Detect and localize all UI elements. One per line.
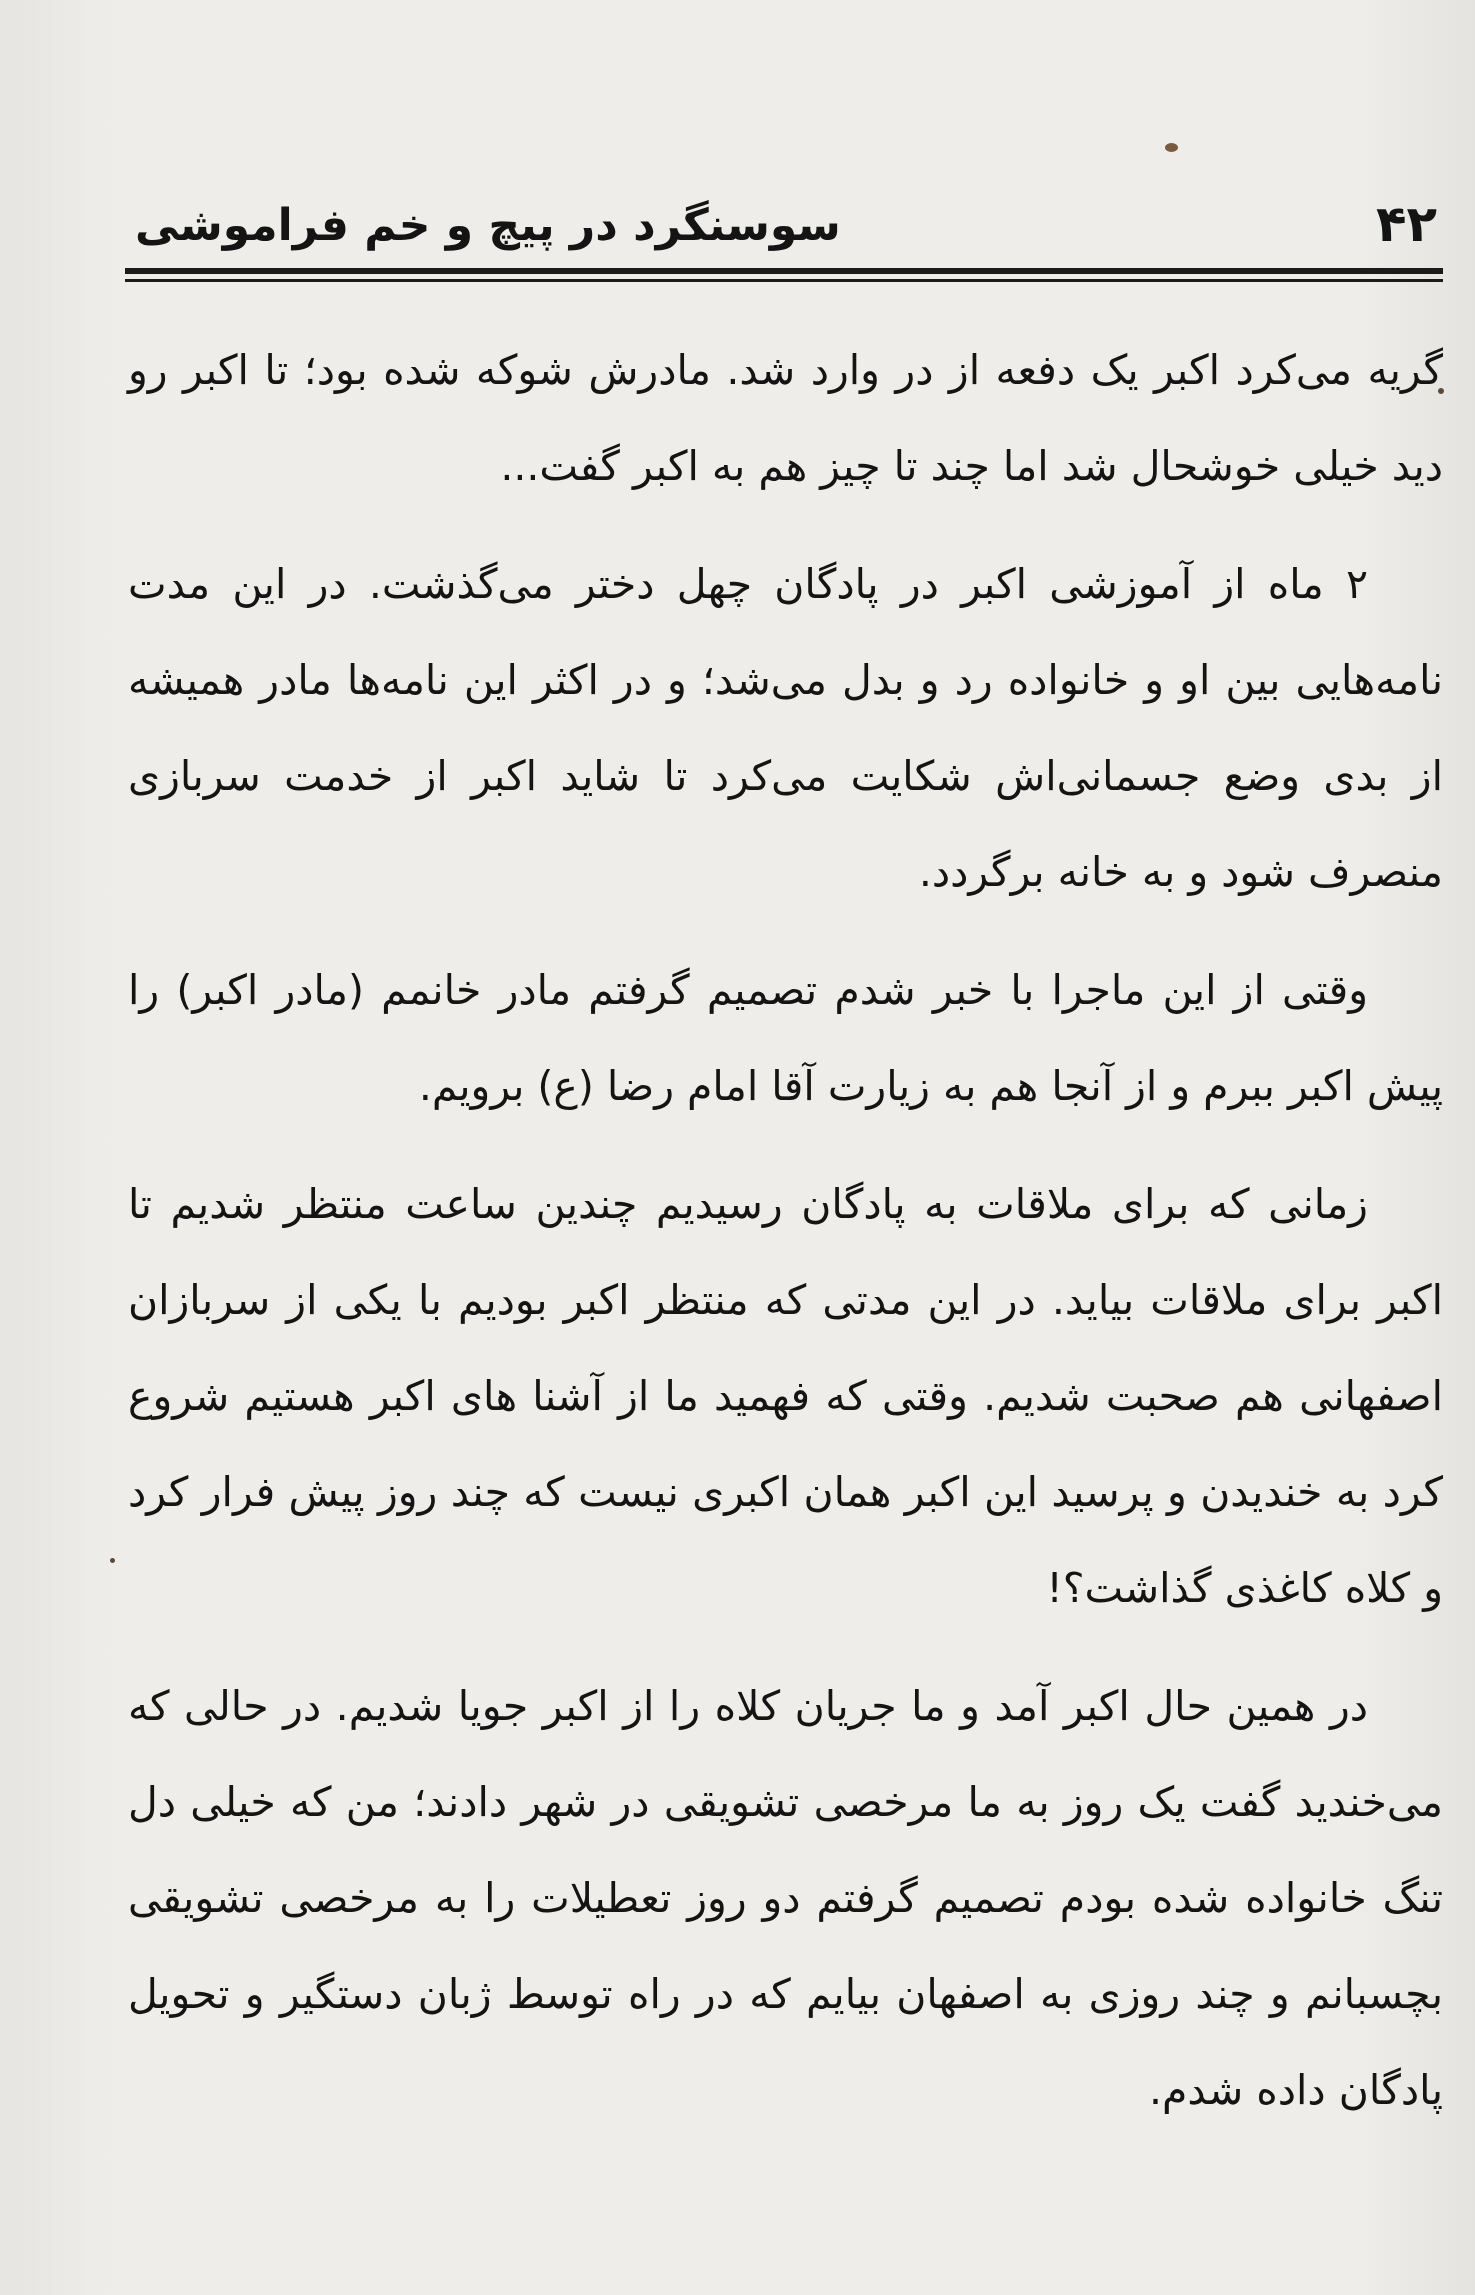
paper-speck — [1165, 143, 1178, 152]
paragraph: در همین حال اکبر آمد و ما جریان کلاه را از اکبر جویا شدیم. در حالی که می‌خندید گفت یک روز به ما مرخصی تشویقی در شهر دادند؛ من که خیلی دل تنگ خانواده شده بودم تصمیم گرفتم دو روز تعطیلات را به مرخصی تشویقی بچسبانم و چند روزی به اصفهان بیایم که در راه توسط ژبان دستگیر و تحویل پادگان داده شدم. — [128, 1682, 1443, 2114]
paragraph: زمانی که برای ملاقات به پادگان رسیدیم چندین ساعت منتظر شدیم تا اکبر برای ملاقات بیاید. در این مدتی که منتظر اکبر بودیم با یکی از سربازان اصفهانی هم صحبت شدیم. وقتی که فهمید ما از آشنا های اکبر هستیم شروع کرد به خندیدن و پرسید این اکبر همان اکبری نیست که چند روز پیش فرار کرد و کلاه کاغذی گذاشت؟! — [128, 1180, 1443, 1612]
header-rule-thick — [125, 268, 1443, 274]
running-head — [120, 190, 1445, 260]
page-number: ۴۲ — [1375, 195, 1437, 253]
body-text — [128, 322, 1443, 2160]
paragraph: وقتی از این ماجرا با خبر شدم تصمیم گرفتم مادر خانمم (مادر اکبر) را پیش اکبر ببرم و از آنجا هم به زیارت آقا امام رضا (ع) برویم. — [128, 966, 1443, 1110]
paragraph: ۲ ماه از آموزشی اکبر در پادگان چهل دختر می‌گذشت. در این مدت نامه‌هایی بین او و خانواده رد و بدل می‌شد؛ و در اکثر این نامه‌ها مادر همیشه از بدی وضع جسمانی‌اش شکایت می‌کرد تا شاید اکبر از خدمت سربازی منصرف شود و به خانه برگردد. — [128, 560, 1443, 896]
paragraph: گریه می‌کرد اکبر یک دفعه از در وارد شد. مادرش شوکه شده بود؛ تا اکبر رو دید خیلی خوشحال شد اما چند تا چیز هم به اکبر گفت... — [128, 346, 1443, 490]
book-title: سوسنگرد در پیچ و خم فراموشی — [135, 200, 841, 251]
header-rule-thin — [125, 279, 1443, 282]
paper-speck — [110, 1558, 115, 1563]
